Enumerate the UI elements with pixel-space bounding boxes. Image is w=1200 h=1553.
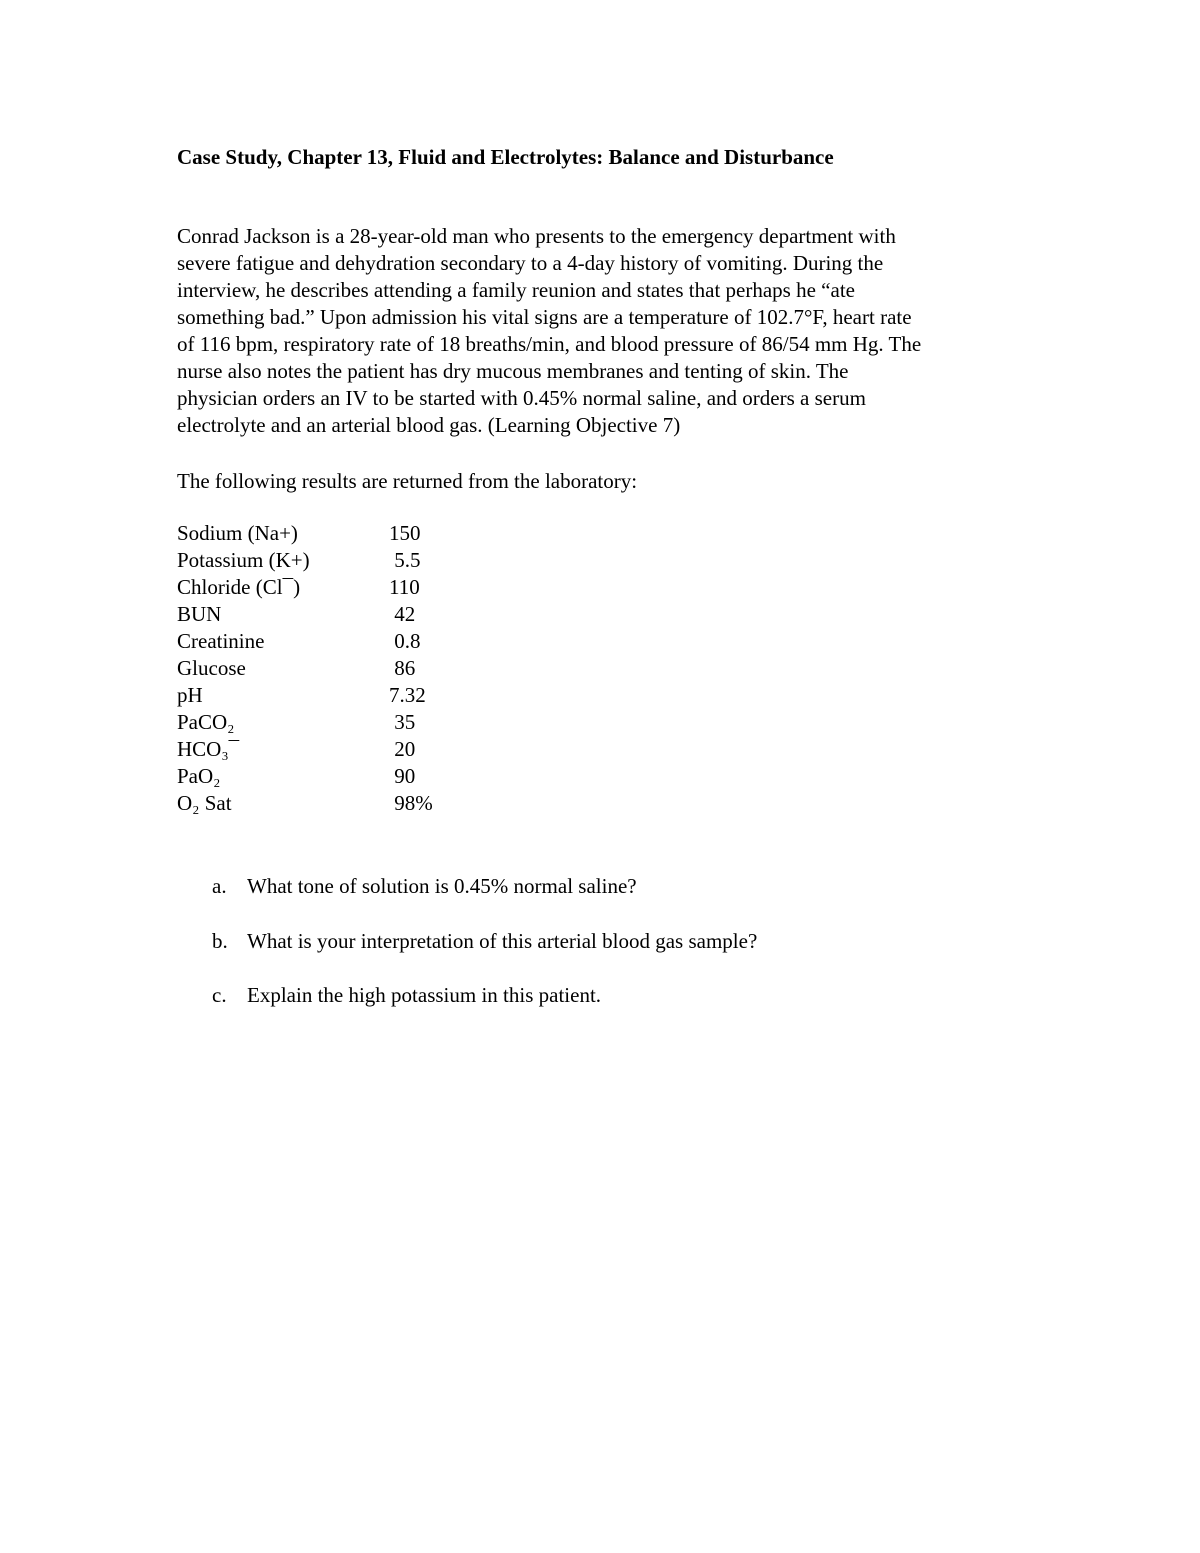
question-item [212,872,1012,927]
case-line: interview, he describes attending a family reunion and states that perhaps he “ate [177,278,855,302]
question-label: c. [212,983,227,1007]
case-line: electrolyte and an arterial blood gas. (Learning Objective 7) [177,413,681,437]
lab-name: Chloride (Cl¯) [177,575,301,599]
lab-value: 5.5 [389,548,421,572]
lab-value: 42 [389,602,416,626]
lab-value: 20 [389,737,416,761]
question-text: What is your interpretation of this arterial blood gas sample? [247,928,758,953]
question-item [212,927,1012,982]
case-description [177,223,1027,439]
lab-value: 90 [389,764,416,788]
case-line: severe fatigue and dehydration secondary to a 4-day history of vomiting. During the [177,251,884,275]
case-line: something bad.” Upon admission his vital signs are a temperature of 102.7°F, heart rate [177,305,912,329]
question-item [212,981,1012,1036]
question-text: What tone of solution is 0.45% normal saline? [247,874,637,898]
question-list [212,872,1012,1036]
lab-value: 35 [389,710,416,734]
lab-name: PaCO₂ [177,710,235,734]
lab-value: 98% [389,791,433,815]
question-label: b. [212,928,228,953]
case-line: of 116 bpm, respiratory rate of 18 breaths/min, and blood pressure of 86/54 mm Hg. The [177,332,922,356]
lab-name: BUN [177,602,222,626]
case-line: Conrad Jackson is a 28-year-old man who presents to the emergency department with [177,224,896,248]
lab-value: 7.32 [389,683,426,707]
question-label: a. [212,874,227,898]
lab-value: 110 [389,575,420,599]
lab-value: 0.8 [389,629,421,653]
lab-intro: The following results are returned from the laboratory: [177,469,638,493]
lab-name: Potassium (K+) [177,548,310,572]
case-line: physician orders an IV to be started with 0.45% normal saline, and orders a serum [177,386,866,410]
lab-value: 86 [389,656,416,680]
lab-value: 150 [389,521,421,545]
lab-name: Creatinine [177,629,265,653]
lab-name: pH [177,683,203,707]
question-text: Explain the high potassium in this patient. [247,983,602,1007]
lab-name: HCO₃¯ [177,737,240,761]
lab-name: Glucose [177,656,246,680]
document-title: Case Study, Chapter 13, Fluid and Electrolytes: Balance and Disturbance [177,145,834,169]
lab-name: Sodium (Na+) [177,521,298,545]
lab-name: PaO₂ [177,764,221,788]
case-line: nurse also notes the patient has dry mucous membranes and tenting of skin. The [177,359,849,383]
lab-name: O₂ Sat [177,791,232,815]
